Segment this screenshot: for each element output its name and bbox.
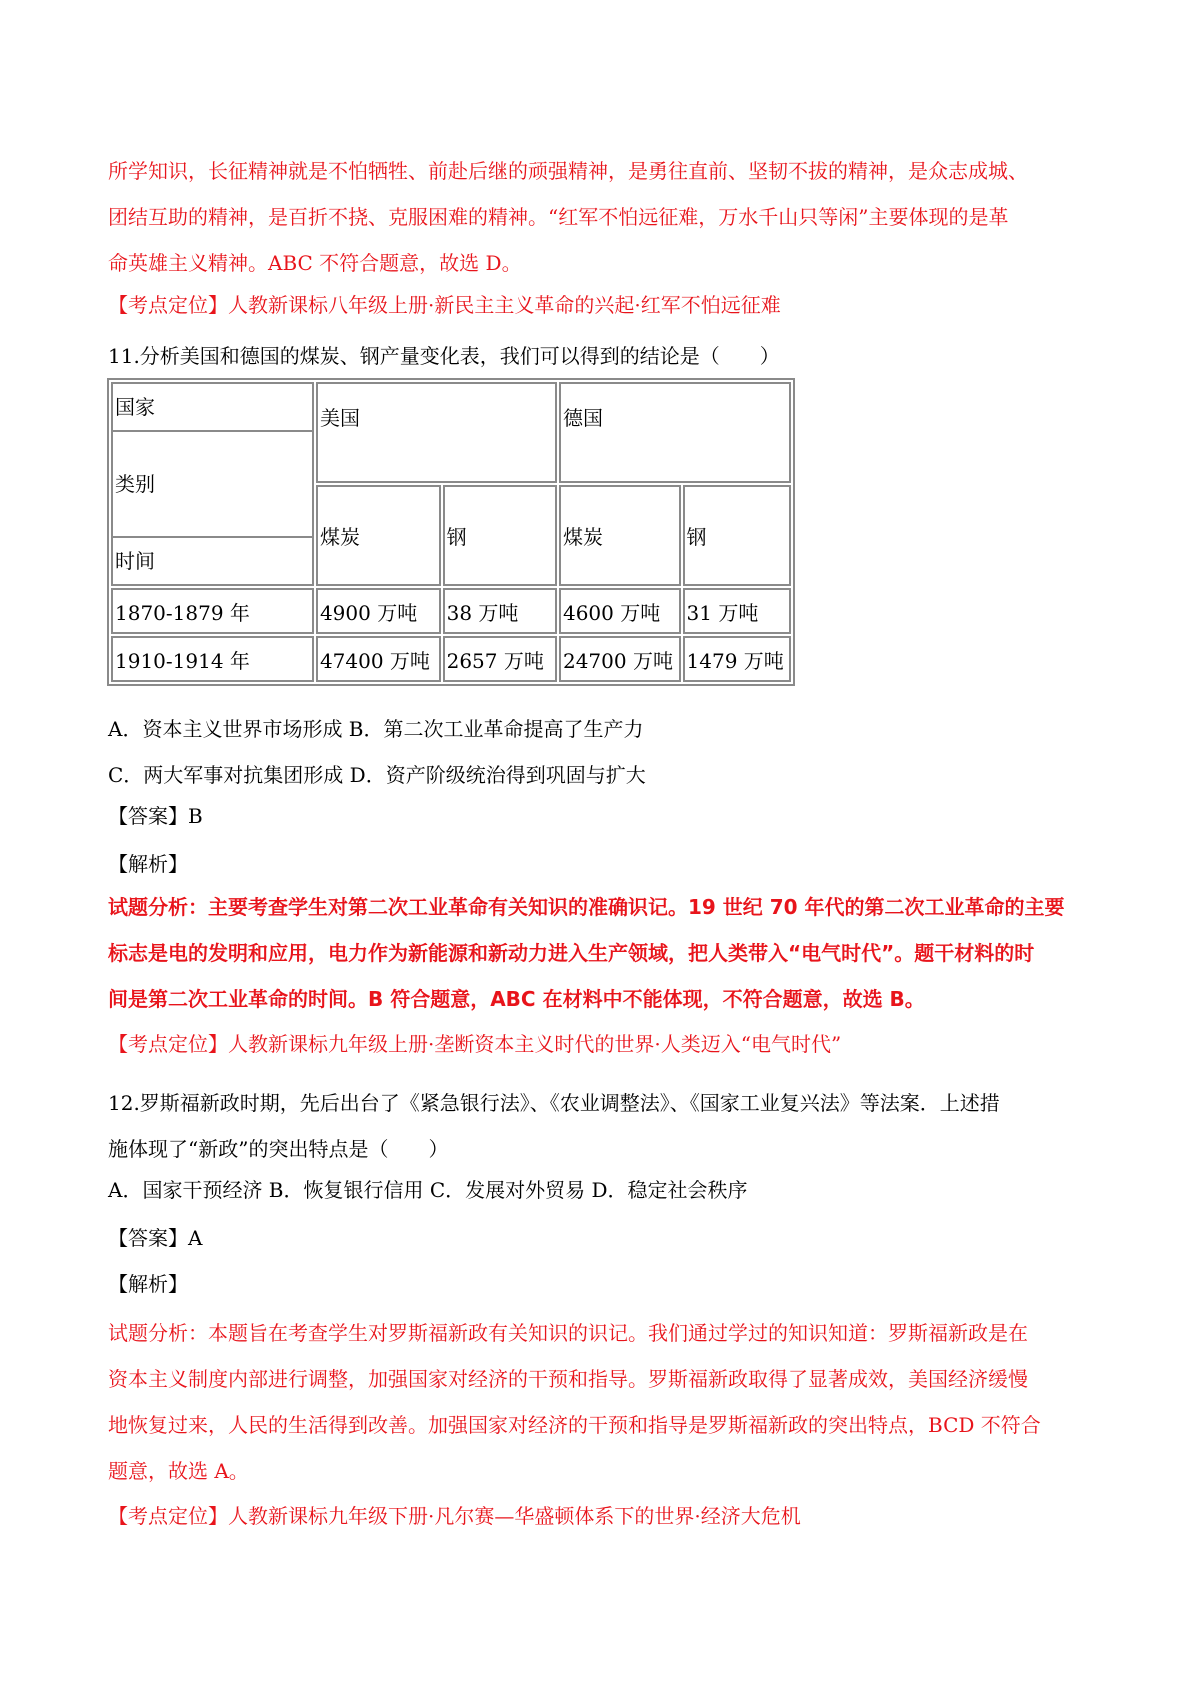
q12-analysis xyxy=(108,1310,1098,1494)
cell-usa-steel: 38 万吨 xyxy=(443,588,557,634)
analysis-line: 间是第二次工业革命的时间。B 符合题意，ABC 在材料中不能体现，不符合题意，故选 B。 xyxy=(108,987,925,1011)
analysis-line: 命英雄主义精神。ABC 不符合题意，故选 D。 xyxy=(108,251,522,275)
cell-germany-steel: 1479 万吨 xyxy=(683,636,791,682)
header-category: 类别 xyxy=(113,432,312,538)
table-row xyxy=(111,588,791,634)
q11-knowledge-point: 【考点定位】人教新课标九年级上册·垄断资本主义时代的世界·人类迈入“电气时代” xyxy=(108,1032,842,1056)
header-time: 时间 xyxy=(115,549,155,573)
analysis-line: 标志是电的发明和应用，电力作为新能源和新动力进入生产领域，把人类带入“电气时代”。题干材料的时 xyxy=(108,941,1035,965)
stem-line: 施体现了“新政”的突出特点是（ ） xyxy=(108,1137,449,1161)
cell-time: 1910-1914 年 xyxy=(111,636,314,682)
analysis-line: 所学知识，长征精神就是不怕牺牲、前赴后继的顽强精神，是勇往直前、坚韧不拔的精神，是众志成城、 xyxy=(108,159,1028,183)
q11-analysis-label: 【解析】 xyxy=(108,852,188,876)
analysis-line: 题意，故选 A。 xyxy=(108,1459,249,1483)
analysis-line: 资本主义制度内部进行调整，加强国家对经济的干预和指导。罗斯福新政取得了显著成效，美国经济缓慢 xyxy=(108,1367,1028,1391)
header-usa-coal: 煤炭 xyxy=(316,485,441,586)
header-usa-steel: 钢 xyxy=(443,485,557,586)
q12-knowledge-point: 【考点定位】人教新课标九年级下册·凡尔赛—华盛顿体系下的世界·经济大危机 xyxy=(108,1504,801,1528)
q11-options xyxy=(108,706,1098,798)
q11-analysis xyxy=(108,884,1098,1022)
q10-analysis-continued xyxy=(108,148,1098,286)
coal-steel-table xyxy=(107,378,795,686)
header-germany-steel: 钢 xyxy=(683,485,791,586)
analysis-line: 试题分析：本题旨在考查学生对罗斯福新政有关知识的识记。我们通过学过的知识知道：罗斯福新政是在 xyxy=(108,1321,1028,1345)
analysis-line: 地恢复过来，人民的生活得到改善。加强国家对经济的干预和指导是罗斯福新政的突出特点，BCD 不符合 xyxy=(108,1413,1041,1437)
header-germany: 德国 xyxy=(559,382,791,483)
table-row xyxy=(111,636,791,682)
q12-options: A．国家干预经济 B．恢复银行信用 C．发展对外贸易 D．稳定社会秩序 xyxy=(108,1178,748,1202)
cell-germany-steel: 31 万吨 xyxy=(683,588,791,634)
header-usa: 美国 xyxy=(316,382,557,483)
q11-stem: 11.分析美国和德国的煤炭、钢产量变化表，我们可以得到的结论是（ ） xyxy=(108,344,780,368)
q12-analysis-label: 【解析】 xyxy=(108,1272,188,1296)
cell-germany-coal: 24700 万吨 xyxy=(559,636,681,682)
option-line: A．资本主义世界市场形成 B．第二次工业革命提高了生产力 xyxy=(108,717,644,741)
cell-usa-coal: 4900 万吨 xyxy=(316,588,441,634)
q12-answer: 【答案】A xyxy=(108,1226,203,1250)
cell-usa-coal: 47400 万吨 xyxy=(316,636,441,682)
header-country: 国家 xyxy=(113,384,312,432)
cell-germany-coal: 4600 万吨 xyxy=(559,588,681,634)
q10-knowledge-point: 【考点定位】人教新课标八年级上册·新民主主义革命的兴起·红军不怕远征难 xyxy=(108,293,781,317)
analysis-line: 团结互助的精神，是百折不挠、克服困难的精神。“红军不怕远征难，万水千山只等闲”主要体现的是革 xyxy=(108,205,1009,229)
option-line: C．两大军事对抗集团形成 D．资产阶级统治得到巩固与扩大 xyxy=(108,763,646,787)
q12-stem xyxy=(108,1080,1098,1172)
stem-line: 12.罗斯福新政时期，先后出台了《紧急银行法》、《农业调整法》、《国家工业复兴法》等法案．上述措 xyxy=(108,1091,1000,1115)
table-header-corner xyxy=(111,382,314,586)
q11-answer: 【答案】B xyxy=(108,804,203,828)
analysis-line: 试题分析：主要考查学生对第二次工业革命有关知识的准确识记。19 世纪 70 年代的第二次工业革命的主要 xyxy=(108,895,1065,919)
header-germany-coal: 煤炭 xyxy=(559,485,681,586)
cell-time: 1870-1879 年 xyxy=(111,588,314,634)
cell-usa-steel: 2657 万吨 xyxy=(443,636,557,682)
